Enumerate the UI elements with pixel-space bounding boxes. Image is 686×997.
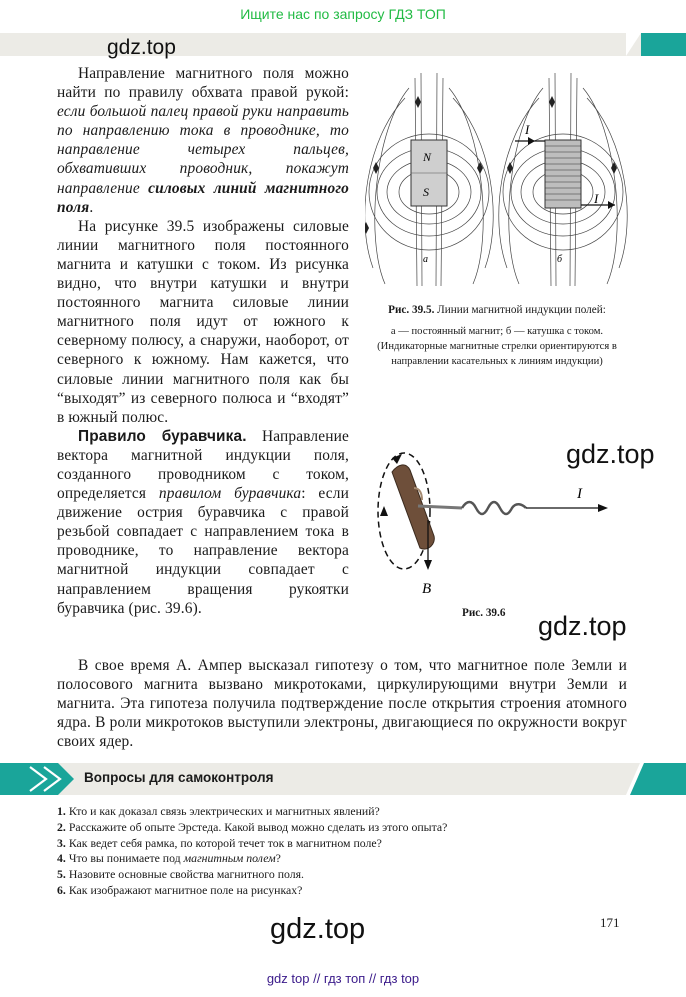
bold-italic-term: силовых линий магнитного поля <box>57 179 349 216</box>
paragraph-gimlet-rule <box>57 427 349 618</box>
questions-title: Вопросы для самоконтроля <box>84 770 274 785</box>
magnet-s-label: S <box>423 185 429 199</box>
italic-text: если большой палец правой руки направить по направлению тока в проводнике, то направление четырех пальцев, обхвативших проводник, покажут направление <box>57 103 349 197</box>
item-number: 6. <box>57 882 66 897</box>
figure-39-5 <box>365 68 630 288</box>
item-text: Назовите основные свойства магнитного поля. <box>68 867 305 882</box>
paragraph-ampere <box>57 656 627 751</box>
figure-39-5-caption <box>366 303 628 369</box>
text: : если движение острия буравчика с правой резьбой совпадает с направлением тока в проводнике, то направление вектора магнитной индукции совпадает с направлением вращения рукоятки буравчика (рис. 39.6). <box>57 485 349 617</box>
top-search-banner[interactable]: Ищите нас по запросу ГДЗ ТОП <box>240 6 446 22</box>
page-number: 171 <box>600 915 620 930</box>
list-item <box>57 836 617 852</box>
current-label: I <box>577 486 582 502</box>
watermark: gdz.top <box>566 439 655 469</box>
coil-current-in-label: I <box>525 122 530 137</box>
watermark: gdz.top <box>107 36 176 59</box>
list-item <box>57 867 617 883</box>
bold-heading: Правило буравчика. <box>78 427 247 445</box>
text: . <box>89 198 94 216</box>
caption-detail: а — постоянный магнит; б — катушка с током. (Индикаторные магнитные стрелки ориентируются в направлении касательных к линиям индукции) <box>377 325 617 367</box>
item-tail: ? <box>275 851 281 866</box>
list-item <box>57 820 617 836</box>
item-number: 5. <box>57 867 66 882</box>
watermark: gdz.top <box>538 611 627 641</box>
text: Направление магнитного поля можно найти по правилу обхвата правой рукой: <box>57 65 349 102</box>
item-text: Как изображают магнитное поле на рисунках? <box>68 882 303 897</box>
induction-label: B <box>422 581 432 596</box>
text: Направление вектора магнитной индукции поля, созданного проводником с током, определяется <box>57 427 349 503</box>
item-number: 1. <box>57 804 66 818</box>
magnet-n-label: N <box>423 150 432 164</box>
header-band <box>0 33 686 56</box>
rotation-arrow-top <box>392 454 402 464</box>
gimlet-screw <box>462 502 526 514</box>
item-text: Что вы понимаете под <box>68 851 184 866</box>
figure-39-6 <box>372 448 616 596</box>
gimlet-shaft <box>418 506 462 508</box>
item-number: 3. <box>57 835 66 850</box>
current-coil <box>545 140 581 208</box>
item-number: 2. <box>57 819 66 834</box>
header-notch <box>626 33 641 56</box>
coil-current-out-label: I <box>594 191 599 206</box>
item-text: Кто и как доказал связь электрических и магнитных явлений? <box>68 804 380 818</box>
paragraph-figure-description: На рисунке 39.5 изображены силовые линии магнитного поля постоянного магнита и катушки с током. Из рисунка видно, что внутри катушки и внутри постоянного магнита силовые линии магнитного поля идут от южного к северному полюсу, а снаружи, наоборот, от северного к южному. Нам кажется, что силовые линии магнитного поля как бы “выходят” из северного полюса и “входят” в южный полюс. <box>57 217 349 426</box>
item-text: Как ведет себя рамка, по которой течет ток в магнитном поле? <box>68 835 382 850</box>
bottom-links[interactable]: gdz top // гдз топ // гдз top <box>266 971 420 986</box>
paragraph-right-hand-rule <box>57 64 349 217</box>
caption-title: Линии магнитной индукции полей: <box>434 304 606 316</box>
questions-list <box>57 804 617 899</box>
item-number: 4. <box>57 851 66 866</box>
figure-label-b: б <box>557 254 563 265</box>
caption-title-line <box>366 303 628 319</box>
item-italic-term: магнитным полем <box>183 851 276 866</box>
italic-term: правилом буравчика <box>158 485 302 503</box>
figure-label-a: а <box>423 254 428 265</box>
item-text: Расскажите об опыте Эрстеда. Какой вывод можно сделать из этого опыта? <box>68 819 448 834</box>
watermark: gdz.top <box>270 913 366 945</box>
caption-number: Рис. 39.5. <box>388 304 435 316</box>
list-item <box>57 851 617 867</box>
figure-39-6-caption <box>462 606 522 622</box>
left-column-text <box>57 64 349 618</box>
caption-number: Рис. 39.6 <box>462 607 506 619</box>
text: В свое время А. Ампер высказал гипотезу о том, что магнитное поле Земли и полосового магнита вызвано микротоками, циркулирующими внутри Земли и магнита. Эта гипотеза получила подтверждение после открытия строения атомного ядра. В роли микротоков выступили электроны, двигающиеся по окружности вокруг своих ядер. <box>57 657 627 751</box>
list-item <box>57 804 617 820</box>
list-item <box>57 883 617 899</box>
header-teal-tab <box>641 33 686 56</box>
rotation-arrow-left <box>380 506 388 516</box>
